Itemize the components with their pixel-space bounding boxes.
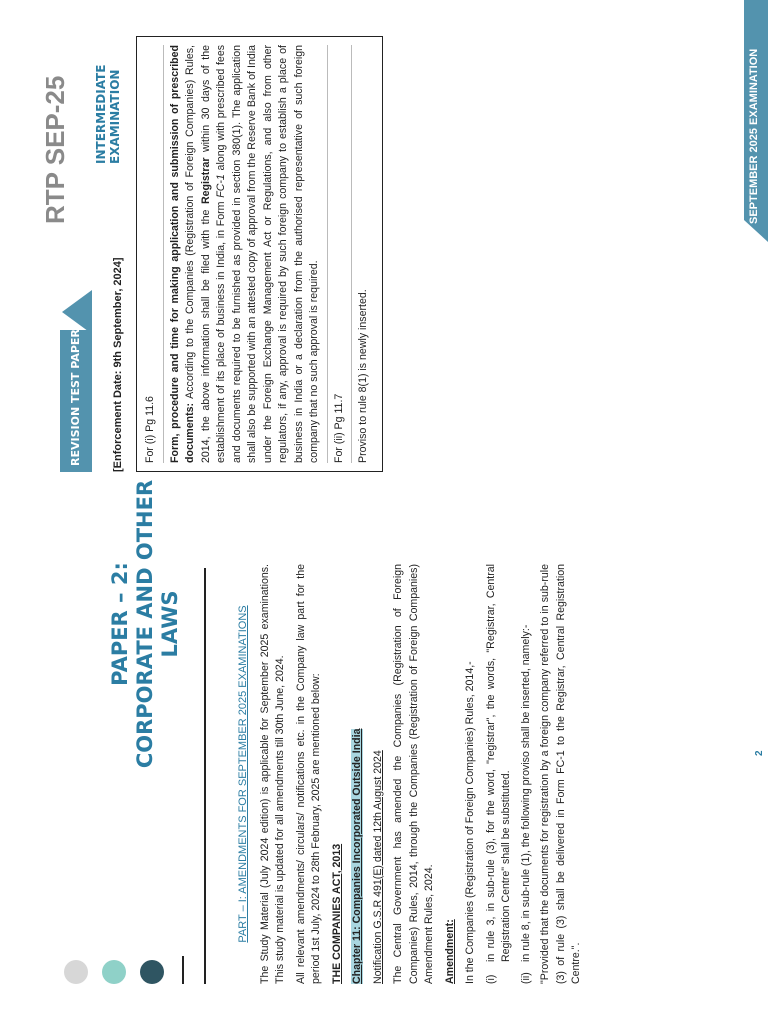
title-divider [204,568,206,984]
amendment-intro: In the Companies (Registration of Foreign Companies) Rules, 2014,- [464,661,476,984]
decorative-bar [182,956,184,984]
left-column [236,564,590,984]
box-divider [327,45,328,463]
intro-paragraph: The Study Material (July 2024 edition) is applicable for September 2025 examinations. This study material is updated for all amendments till 30th June, 2024. [258,564,286,984]
decorative-dot-teal [102,960,126,984]
amendment-heading: Amendment: [443,919,456,984]
paper-title [108,474,183,774]
reference-ii: For (ii) Pg 11.7 [332,393,345,463]
amendment-description: The Central Government has amended the Companies (Registration of Foreign Companies) Rules, 2014, through the Companies (Registration of Foreign Companies) Amendment Rules, 2024. [392,564,435,984]
decorative-dot-gray [64,960,88,984]
page-number: 2 [754,750,765,756]
list-item: (ii) in rule 8, in sub-rule (1), the following proviso shall be inserted, namely:- [519,624,532,984]
reference-i: For (i) Pg 11.6 [144,396,156,463]
proviso-note: Proviso to rule 8(1) is newly inserted. [357,289,369,463]
form-procedure-text: Form, procedure and time for making application and submission of prescribed documents: According to the Companies (Registration of Foreign Companies) Rules, 2014, the above information shall be filed with the Registrar within 30 days of the establishment of its place of business in India, in Form FC-1 along with prescribed fees and documents required to be furnished as provided in section 380(1). The application shall also be supported with an attested copy of approval from the Reserve Bank of India under the Foreign Exchange Management Act or Regulations, and also from other regulators, if any, approval is required by such foreign company to establish a place of business in India or a declaration from the authorised representative of such foreign company that no such approval is required. [168,44,320,463]
list-item: (i) in rule 3, in sub-rule (3), for the word, "registrar", the words, "Registrar, Central Registration Centre" shall be substituted. [484,564,512,984]
enforcement-date: [Enforcement Date: 9th September, 2024] [112,257,124,472]
decorative-dot-dark [140,960,164,984]
box-divider [351,45,352,463]
act-heading: THE COMPANIES ACT, 2013 [330,843,343,984]
exam-label: INTERMEDIATE EXAMINATION [94,64,122,164]
paper-subject: CORPORATE AND OTHER LAWS [133,479,182,769]
box-divider [163,45,164,463]
exam-band-label: SEPTEMBER 2025 EXAMINATION [748,48,760,224]
revision-label: REVISION TEST PAPER [69,329,82,466]
part-heading: PART – I: AMENDMENTS FOR SEPTEMBER 2025 EXAMINATIONS [237,605,249,943]
reference-box [136,36,383,472]
revision-label-arrow [62,290,92,334]
chapter-heading: Chapter 11: Companies Incorporated Outside India [351,728,363,984]
proviso-text: "Provided that the documents for registration by a foreign company referred to in sub-rule (3) of rule (3) shall be delivered in Form FC-1 to the Registrar, Central Registration Centre.". [539,564,582,984]
relevant-amendments-paragraph: All relevant amendments/ circulars/ notifications etc. in the Company law part for the period 1st July, 2024 to 28th February, 2025 are mentioned below: [294,564,322,984]
rtp-title: RTP SEP-25 [40,75,70,224]
notification: Notification G.S.R 491(E) dated 12th August 2024 [371,750,384,984]
paper-number: PAPER – 2: [108,562,132,686]
